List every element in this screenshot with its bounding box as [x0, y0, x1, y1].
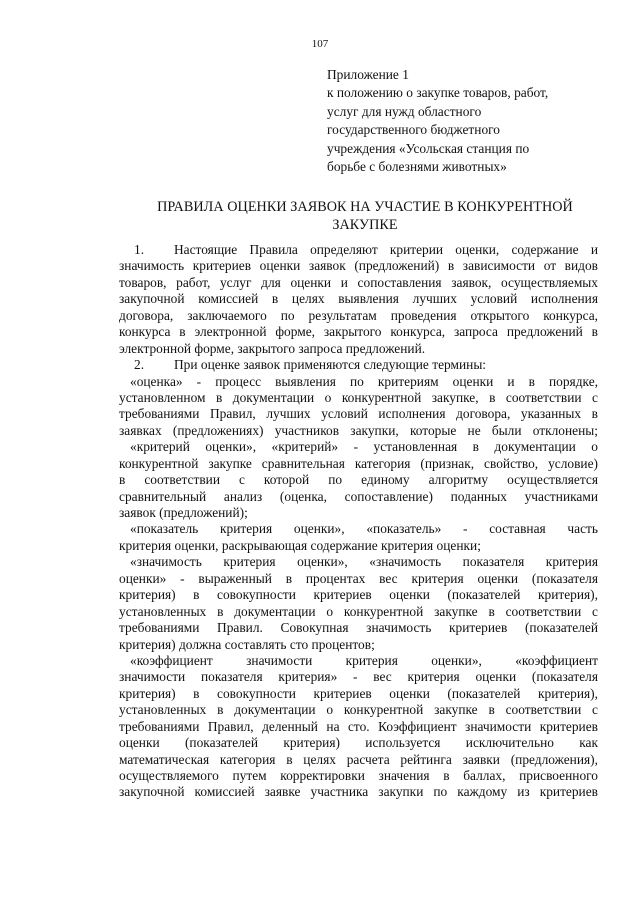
paragraph-line: оценки» - выраженный в процентах вес критерия оценки (показателя — [119, 570, 598, 586]
paragraph-line: заявках (предложениях) участников закупки, которые не были отклонены; — [119, 422, 598, 438]
paragraph-line: критерия) в совокупности критериев оценки (показателей критерия), — [119, 685, 598, 701]
paragraph-text: Настоящие Правила определяют критерии оценки, содержание и — [174, 242, 598, 257]
paragraph-number: 2. — [134, 357, 145, 373]
paragraph-line: установленных в документации о конкурентной закупке в соответствии с — [119, 702, 598, 718]
paragraph-line: критерия) в совокупности критериев оценки (показателей критерия), — [119, 587, 598, 603]
paragraph-line: математическая категория в целях расчета рейтинга заявки (предложения), — [119, 751, 598, 767]
page-number: 107 — [311, 38, 329, 50]
document-title — [120, 198, 610, 234]
paragraph-number: 1. — [134, 242, 145, 257]
title-line: ПРАВИЛА ОЦЕНКИ ЗАЯВОК НА УЧАСТИЕ В КОНКУРЕНТНОЙ — [157, 199, 573, 215]
paragraph-line: требованиями Правил, лучших условий исполнения договора, указанных в — [119, 406, 598, 422]
appendix-line: учреждения «Усольская станция по — [327, 140, 530, 156]
appendix-block — [327, 66, 627, 176]
paragraph-line: договора, заключаемого по результатам проведения открытого конкурса, — [119, 307, 598, 323]
paragraph-line: критерия оценки, раскрывающая содержание критерия оценки; — [119, 537, 481, 553]
paragraph-line: конкурса в электронной форме, закрытого конкурса, запроса предложений в — [119, 324, 598, 340]
term-pokazatel-first-line: «показатель критерия оценки», «показатель» - составная часть — [130, 521, 598, 537]
appendix-line: государственного бюджетного — [327, 122, 501, 138]
appendix-line: услуг для нужд областного — [327, 103, 482, 119]
paragraph-line: установленных в документации о конкурентной закупке в соответствии с — [119, 603, 598, 619]
paragraph-line: осуществляемого путем корректировки значения в баллах, присвоенного — [119, 768, 598, 783]
paragraph-line: значимость критериев оценки заявок (предложений) в зависимости от видов — [119, 258, 598, 274]
appendix-line: к положению о закупке товаров, работ, — [327, 85, 549, 101]
term-koefficient-first-line: «коэффициент значимости критерия оценки», «коэффициент — [130, 652, 598, 668]
paragraph-line: сравнительный анализ (оценка, сопоставление) поданных участниками — [119, 488, 598, 504]
term-znachimost-first-line: «значимость критерия оценки», «значимость показателя критерия — [130, 554, 598, 570]
term-oценка-first-line: «оценка» - процесс выявления по критериям оценки и в порядке, — [130, 373, 598, 389]
paragraph-line: требованиями Правил, деленный на сто. Коэффициент значимости критериев — [119, 718, 598, 734]
term-kriteriy-first-line: «критерий оценки», «критерий» - установленная в документации о — [130, 439, 598, 455]
appendix-line: борьбе с болезнями животных» — [327, 159, 507, 175]
paragraph-line: товаров, работ, услуг для оценки и сопоставления заявок, осуществляемых — [119, 274, 598, 290]
paragraph-line: значимости показателя критерия» - вес критерия оценки (показателя — [119, 669, 598, 685]
appendix-line: Приложение 1 — [327, 67, 409, 82]
paragraph-line: закупочной комиссией в целях выявления лучших условий исполнения — [119, 291, 598, 307]
paragraph-line: заявок (предложений); — [119, 505, 248, 520]
paragraph-text: При оценке заявок применяются следующие термины: — [174, 357, 487, 373]
paragraph-line: закупочной комиссией заявке участника закупки по каждому из критериев — [119, 784, 598, 800]
paragraph-line: оценки (показателей критерия) используется исключительно как — [119, 735, 598, 751]
title-line: ЗАКУПКЕ — [332, 217, 398, 233]
paragraph-line: установленном в документации о конкурентной закупке, в соответствии с — [119, 389, 598, 405]
paragraph-line: конкурентной закупке сравнительная категория (признак, свойство, условие) — [119, 455, 598, 471]
paragraph-line: электронной форме, закрытого запроса предложений. — [119, 340, 426, 356]
paragraph-2-first-line — [119, 357, 598, 373]
paragraph-line: критерия) должна составлять сто процентов; — [119, 636, 375, 652]
paragraph-line: требованиями Правил. Совокупная значимость критериев (показателей — [119, 620, 598, 636]
paragraph-line: в соответствии с которой по единому алгоритму осуществляется — [119, 472, 598, 488]
paragraph-1-first-line — [119, 242, 598, 258]
document-body — [119, 242, 598, 801]
